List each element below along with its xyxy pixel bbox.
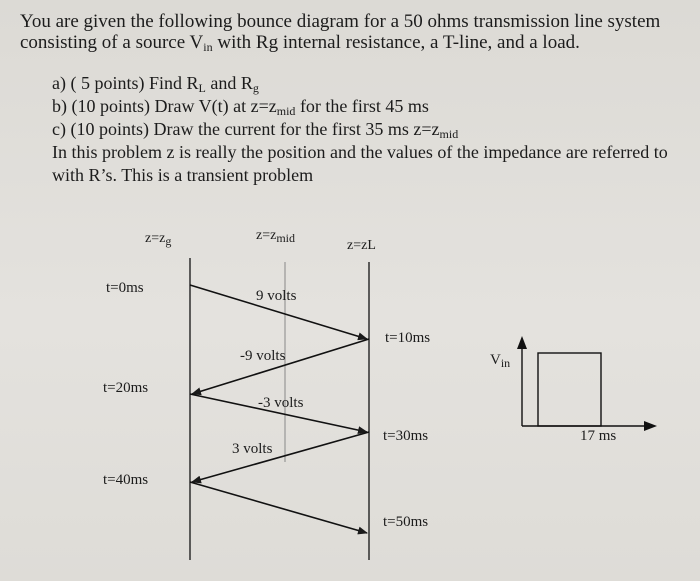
label-zl: z=zL bbox=[347, 238, 376, 253]
intro-vin-subscript: in bbox=[203, 40, 213, 54]
vin-y-arrow-icon bbox=[517, 336, 527, 349]
note-line-2: with R’s. This is a transient problem bbox=[52, 165, 314, 185]
question-c-label: c) bbox=[52, 119, 66, 139]
intro-line-2-pre: consisting of a source V bbox=[20, 32, 204, 53]
question-a-sub-l: L bbox=[198, 81, 206, 95]
vin-time-label: 17 ms bbox=[580, 428, 617, 444]
vin-axis-label-main: V bbox=[490, 352, 501, 368]
label-zmid-sub: mid bbox=[276, 231, 295, 245]
wave-line-4 bbox=[192, 432, 369, 482]
vin-x-arrow-icon bbox=[644, 421, 657, 431]
question-c-sub-mid: mid bbox=[439, 127, 459, 141]
question-a-sub-g: g bbox=[252, 81, 259, 95]
note-line-1: In this problem z is really the position and the values of the impedance are referred to bbox=[52, 142, 668, 162]
label-zmid bbox=[256, 228, 295, 246]
question-b-sub-mid: mid bbox=[276, 104, 296, 118]
label-zg bbox=[145, 231, 171, 249]
wave-label-1: 9 volts bbox=[256, 288, 297, 304]
wave-label-2: -9 volts bbox=[240, 348, 286, 364]
wave-label-4: 3 volts bbox=[232, 441, 273, 457]
intro-line-1: You are given the following bounce diagram for a 50 ohms transmission line system bbox=[20, 11, 661, 32]
vin-axis-label bbox=[490, 352, 510, 371]
wave-line-5 bbox=[190, 482, 367, 533]
label-zg-main: z=z bbox=[145, 231, 166, 246]
time-label-t30: t=30ms bbox=[383, 428, 429, 444]
question-b-label: b) bbox=[52, 96, 67, 116]
time-label-t20: t=20ms bbox=[103, 380, 149, 396]
question-c-text-pre: (10 points) Draw the current for the first 35 ms z=z bbox=[70, 119, 440, 139]
time-label-t0: t=0ms bbox=[106, 280, 144, 296]
intro-line-2-post: with Rg internal resistance, a T-line, and a load. bbox=[212, 32, 580, 53]
vin-pulse bbox=[538, 353, 601, 426]
time-label-t10: t=10ms bbox=[385, 330, 431, 346]
time-label-t50: t=50ms bbox=[383, 514, 429, 530]
question-a-text-pre: ( 5 points) Find R bbox=[70, 73, 199, 93]
question-b-text-post: for the first 45 ms bbox=[295, 96, 429, 116]
label-zmid-main: z=z bbox=[256, 228, 277, 243]
time-label-t40: t=40ms bbox=[103, 472, 149, 488]
wave-label-3: -3 volts bbox=[258, 395, 304, 411]
label-zg-sub: g bbox=[165, 234, 172, 248]
vin-axis-label-sub: in bbox=[500, 356, 511, 370]
question-a-label: a) bbox=[52, 73, 66, 93]
question-b-text-pre: (10 points) Draw V(t) at z=z bbox=[71, 96, 277, 116]
question-a-text-mid: and R bbox=[205, 73, 253, 93]
